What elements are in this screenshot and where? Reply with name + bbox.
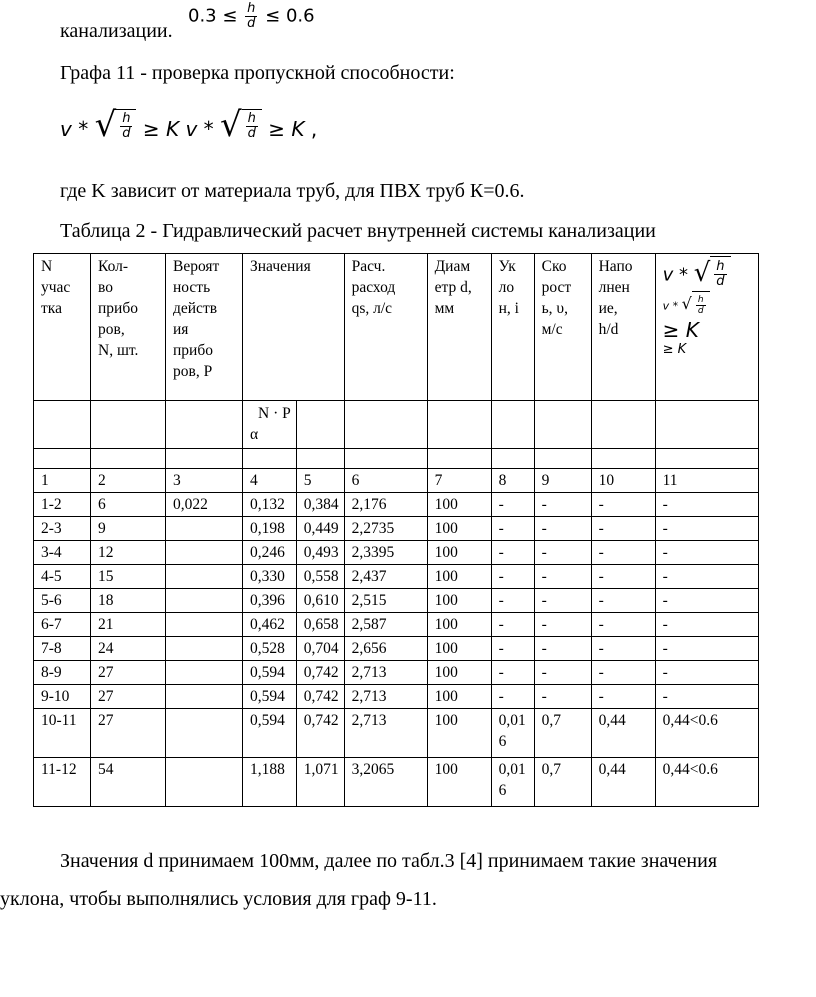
graph11-text: Графа 11 - проверка пропускной способности: [60, 62, 455, 84]
header-cell: Кол- во прибо ров, N, шт. [91, 254, 166, 401]
np-cell: N · P α [243, 401, 297, 449]
bottom-paragraph-line-2: уклона, чтобы выполнялись условия для граф 9-11. [0, 888, 437, 910]
table-row: 2-3 9 0,198 0,449 2,2735 100 - - - - [34, 517, 759, 541]
header-cell: Ско рост ь, υ, м/с [534, 254, 591, 401]
header-cell: Ук ло н, i [491, 254, 534, 401]
header-cell: Значения [243, 254, 345, 401]
intro-text [60, 20, 173, 43]
table-subheader-row [34, 401, 759, 449]
intro-formula-right: ≤ 0.6 [265, 5, 315, 27]
table-row: 4-5 15 0,330 0,558 2,437 100 - - - - [34, 565, 759, 589]
intro-formula-left: 0.3 ≤ [188, 5, 238, 27]
table-caption: Таблица 2 - Гидравлический расчет внутренней системы канализации [60, 220, 656, 242]
formula-comma: , [310, 117, 318, 141]
capacity-formula [60, 105, 318, 145]
formula-ge-1: ≥ K [142, 117, 180, 141]
header-cell: Диам етр d, мм [427, 254, 491, 401]
header-cell: Вероят ность действ ия прибо ров, Р [166, 254, 243, 401]
header-cell: Расч. расход qs, л/с [344, 254, 427, 401]
table-row: 1-2 6 0,022 0,132 0,384 2,176 100 - - - - [34, 493, 759, 517]
intro-text-label: канализации. [60, 20, 173, 42]
formula-sqrt-1: √ $\frac{h}{d}$ [95, 108, 137, 142]
k-text: где K зависит от материала труб, для ПВХ труб К=0.6. [60, 180, 525, 202]
table-row: 10-11 27 0,594 0,742 2,713 100 0,016 0,7 0,44 0,44<0.6 [34, 709, 759, 758]
formula-sqrt-2: √ $\frac{h}{d}$ [220, 108, 262, 142]
formula-v1: v * [60, 117, 89, 141]
table-row: 3-4 12 0,246 0,493 2,3395 100 - - - - [34, 541, 759, 565]
table-row: 7-8 24 0,528 0,704 2,656 100 - - - - [34, 637, 759, 661]
intro-formula [188, 2, 315, 31]
table-header-row [34, 254, 759, 401]
table-row: 11-12 54 1,188 1,071 3,2065 100 0,016 0,7 0,44 0,44<0.6 [34, 758, 759, 807]
formula-ge-2: ≥ K [268, 117, 305, 141]
table-row: 5-6 18 0,396 0,610 2,515 100 - - - - [34, 589, 759, 613]
table-blank-row [34, 449, 759, 469]
table-row: 6-7 21 0,462 0,658 2,587 100 - - - - [34, 613, 759, 637]
table-column-numbers-row: 1 2 3 4 5 6 7 8 9 10 11 [34, 469, 759, 493]
bottom-paragraph-line-1: Значения d принимаем 100мм, далее по табл.3 [4] принимаем такие значения [60, 850, 718, 872]
formula-v2: v * [185, 117, 214, 141]
header-formula-cell: v * √ $\frac{h}{d}$ v * √ $\frac{h}{d}$ ≥ K ≥ K [655, 254, 758, 401]
table-row: 8-9 27 0,594 0,742 2,713 100 - - - - [34, 661, 759, 685]
intro-formula-fraction: $\frac{h}{d}$ [247, 1, 256, 31]
header-cell: Напо лнен ие, h/d [591, 254, 655, 401]
header-cell: N учас тка [34, 254, 91, 401]
table-row: 9-10 27 0,594 0,742 2,713 100 - - - - [34, 685, 759, 709]
hydraulic-table [33, 253, 759, 807]
